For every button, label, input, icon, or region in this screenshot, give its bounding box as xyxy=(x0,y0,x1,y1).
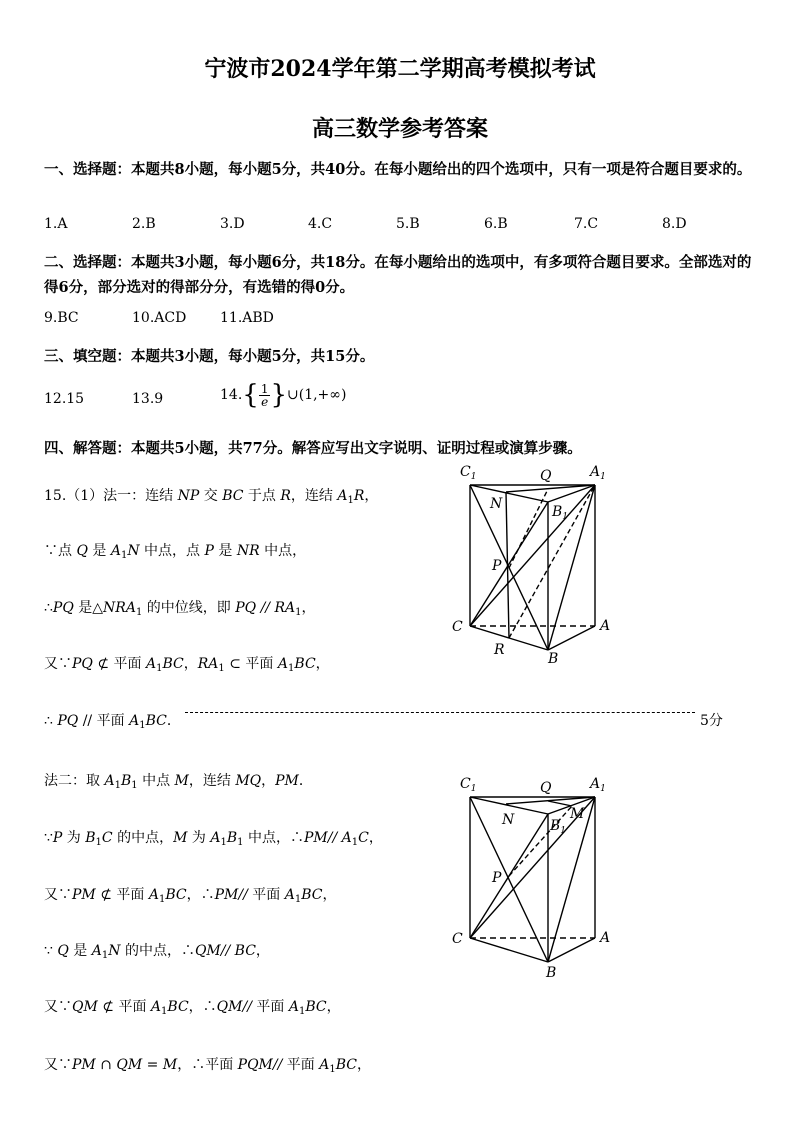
answer-1: 1.A xyxy=(44,216,68,232)
edge-BA xyxy=(548,626,595,650)
label-N: N xyxy=(490,496,503,512)
label-C: C xyxy=(452,931,463,947)
label-B: B xyxy=(546,965,557,980)
prism-figure-1 xyxy=(440,458,630,668)
answer-13: 13.9 xyxy=(132,391,164,407)
label-A: A xyxy=(600,930,611,946)
q15-m2-line6: 又∵PM ∩ QM = M，∴平面 PQM// 平面 $A_1BC$， xyxy=(44,1057,371,1075)
label-B: B xyxy=(548,651,559,667)
q15-m2-line1: 法二：取 $A_1B_1$ 中点 M，连结 MQ，PM． xyxy=(44,773,313,791)
edge-BA xyxy=(548,938,595,962)
answer-2: 2.B xyxy=(132,216,156,232)
score-leader-line xyxy=(185,712,695,713)
page-title: 宁波市2024学年第二学期高考模拟考试 xyxy=(204,56,596,82)
page-subtitle: 高三数学参考答案 xyxy=(311,116,488,142)
edge-CB xyxy=(470,938,548,962)
section4-heading: 四、解答题：本题共5小题，共77分。解答应写出文字说明、证明过程或演算步骤。 xyxy=(44,440,582,457)
label-P: P xyxy=(492,870,502,886)
label-Q: Q xyxy=(540,780,552,796)
q15-m2-line3: 又∵PM ⊄ 平面 $A_1BC$，∴PM// 平面 $A_1BC$， xyxy=(44,887,337,905)
label-C: C xyxy=(452,619,463,635)
label-C1: $C_1$ xyxy=(460,464,477,482)
answer-9: 9.BC xyxy=(44,310,79,326)
q15-m1-line4: 又∵PQ ⊄ 平面 $A_1BC$，$RA_1$ ⊂ 平面 $A_1BC$， xyxy=(44,656,330,674)
answer-3: 3.D xyxy=(220,216,245,232)
label-A: A xyxy=(600,618,611,634)
q15-m1-line3: ∴PQ 是$\triangle NRA_1$ 的中位线，即 PQ // $RA_1$， xyxy=(44,600,316,618)
label-P: P xyxy=(492,558,502,574)
label-B1: $B_1$ xyxy=(550,818,567,836)
answer-6: 6.B xyxy=(484,216,508,232)
segment-CA1 xyxy=(470,485,595,626)
answer-5: 5.B xyxy=(396,216,420,232)
section2-heading: 二、选择题：本题共3小题，每小题6分，共18分。在每小题给出的选项中，有多项符合题目要求。全部选对的得6分，部分选对的得部分分，有选错的得0分。 xyxy=(44,254,752,296)
edge-C1B1 xyxy=(470,485,548,502)
q15-m1-line5: ∴ PQ // 平面 $A_1BC$． xyxy=(44,713,181,731)
segment-NA1 xyxy=(506,797,595,804)
label-R: R xyxy=(494,642,505,658)
label-C1: $C_1$ xyxy=(460,776,477,794)
answer-11: 11.ABD xyxy=(220,310,274,326)
q15-m2-line2: ∵P 为 $B_1C$ 的中点，M 为 $A_1B_1$ 中点，∴PM// $A_1C$， xyxy=(44,830,383,848)
q15-m1-line2: ∵点 Q 是 $A_1N$ 中点，点 P 是 NR 中点， xyxy=(44,543,307,561)
label-B1: $B_1$ xyxy=(552,504,569,522)
section3-heading: 三、填空题：本题共3小题，每小题5分，共15分。 xyxy=(44,348,375,365)
label-Q: Q xyxy=(540,468,552,484)
fraction: $\frac{1}{e}$ xyxy=(260,381,269,409)
label-N: N xyxy=(502,812,515,828)
segment-PM xyxy=(509,806,572,876)
answer-7: 7.C xyxy=(574,216,599,232)
label-A1: $A_1$ xyxy=(590,464,606,482)
q15-m2-line5: 又∵QM ⊄ 平面 $A_1BC$，∴QM// 平面 $A_1BC$， xyxy=(44,999,341,1017)
label-A1: $A_1$ xyxy=(590,776,606,794)
segment-PQ xyxy=(509,489,548,568)
q15-m2-line4: ∵ Q 是 $A_1N$ 的中点，∴QM// BC， xyxy=(44,943,270,961)
section1-heading: 一、选择题：本题共8小题，每小题5分，共40分。在每小题给出的四个选项中，只有一项是符合题目要求的。 xyxy=(44,161,752,178)
label-M: M xyxy=(570,806,585,822)
answer-12: 12.15 xyxy=(44,391,85,407)
answer-4: 4.C xyxy=(308,216,333,232)
answer-8: 8.D xyxy=(662,216,687,232)
segment-QM xyxy=(548,801,572,806)
answer-10: 10.ACD xyxy=(132,310,187,326)
answer-14: 14.{ $\frac{1}{e}$ }∪(1,+∞) xyxy=(220,380,347,410)
prism-figure-2 xyxy=(440,770,630,980)
q15-m1-line1: 15.（1）法一：连结 NP 交 BC 于点 R，连结 $A_1R$， xyxy=(44,488,379,506)
segment-NA1 xyxy=(506,485,595,492)
score-label: 5分 xyxy=(700,713,723,729)
